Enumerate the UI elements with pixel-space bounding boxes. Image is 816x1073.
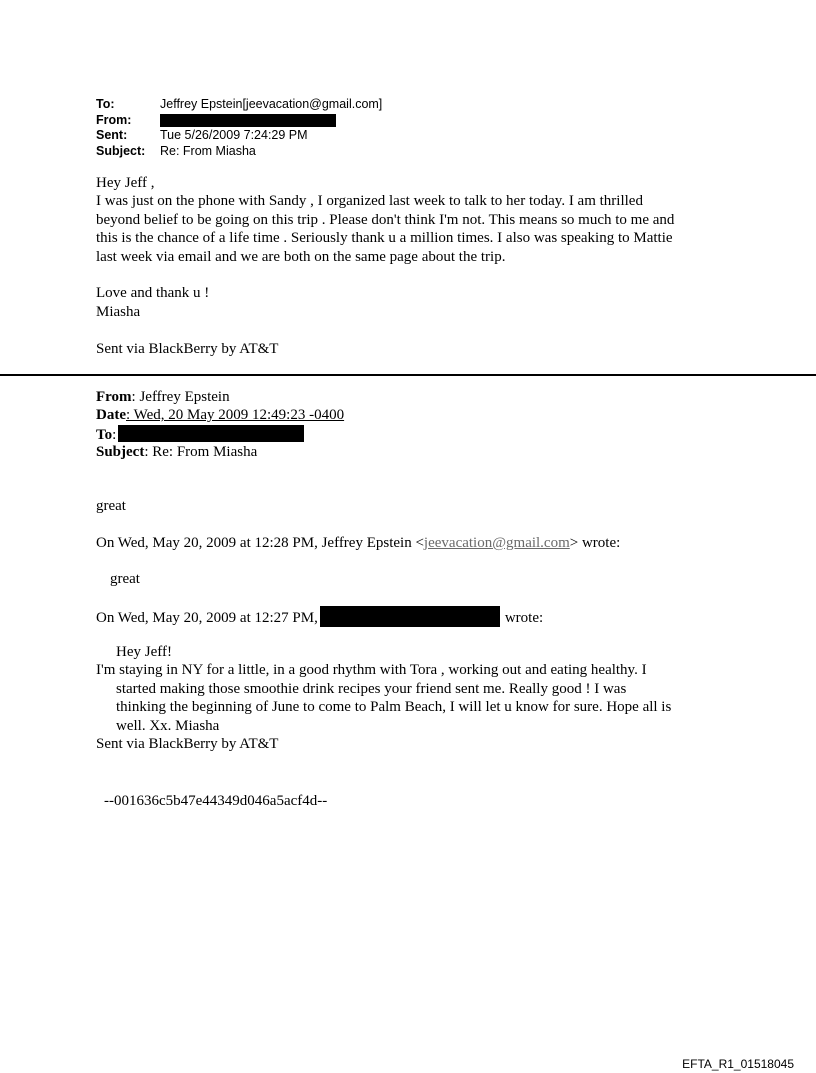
body-line: I was just on the phone with Sandy , I organized last week to talk to her today. I am thrilled — [96, 193, 643, 210]
body-signature: Miasha — [96, 303, 141, 320]
body-sent-via: Sent via BlackBerry by AT&T — [96, 340, 279, 357]
reply-great-1: great — [96, 498, 126, 514]
body-line: this is the chance of a life time . Seriously thank u a million times. I also was speaking to Mattie — [96, 230, 673, 247]
quote1-suffix: > wrote: — [569, 535, 621, 551]
quote2-prefix: On Wed, May 20, 2009 at 12:27 PM, — [96, 610, 318, 626]
inner-line: well. Xx. Miasha — [116, 717, 220, 734]
email-link[interactable]: jeevacation@gmail.com — [423, 535, 570, 551]
fwd-to-row — [96, 425, 344, 443]
header-subject-row — [96, 144, 382, 160]
fwd-subject-value: : Re: From Miasha — [144, 444, 258, 461]
header-to-label: To: — [96, 97, 115, 111]
header-subject-label: Subject: — [96, 143, 146, 158]
header-subject-value: Re: From Miasha — [160, 143, 256, 158]
body-greeting: Hey Jeff , — [96, 175, 155, 191]
quote1-prefix: On Wed, May 20, 2009 at 12:28 PM, Jeffrey Epstein < — [96, 535, 424, 551]
body-line: last week via email and we are both on the same page about the trip. — [96, 248, 506, 265]
fwd-subject-label: Subject — [96, 444, 145, 461]
inner-greeting: Hey Jeff! — [116, 644, 172, 660]
header-from-label: From: — [96, 112, 132, 127]
fwd-date-row — [96, 406, 344, 424]
inner-line: thinking the beginning of June to come to Palm Beach, I will let u know for sure. Hope all is — [116, 699, 672, 716]
quote-attribution-1 — [96, 534, 620, 552]
message-body — [96, 174, 674, 358]
fwd-subject-row — [96, 443, 344, 461]
message-divider — [0, 374, 816, 376]
header-to-value: Jeffrey Epstein[jeevacation@gmail.com] — [160, 97, 383, 111]
inner-sent-via: Sent via BlackBerry by AT&T — [96, 736, 279, 753]
header-to-row — [96, 97, 382, 113]
header-sent-row — [96, 128, 382, 144]
document-id: EFTA_R1_01518045 — [682, 1057, 794, 1071]
fwd-to-colon: : — [112, 426, 117, 443]
header-from-row — [96, 113, 382, 129]
inner-line: I'm staying in NY for a little, in a good rhythm with Tora , working out and eating healthy. I — [96, 662, 647, 679]
fwd-from-row — [96, 388, 344, 406]
fwd-date-label: Date — [96, 407, 126, 424]
email-header — [96, 97, 382, 159]
fwd-from-value: : Jeffrey Epstein — [131, 389, 230, 405]
inner-message — [96, 643, 671, 753]
fwd-to-label: To — [96, 426, 113, 443]
redaction-box — [320, 606, 500, 627]
fwd-from-label: From — [96, 389, 132, 405]
quote-attribution-2 — [96, 606, 543, 627]
header-sent-value: Tue 5/26/2009 7:24:29 PM — [160, 128, 308, 142]
mime-boundary: --001636c5b47e44349d046a5acf4d-- — [104, 793, 328, 809]
body-line: beyond belief to be going on this trip . Please don't think I'm not. This means so much to me and — [96, 211, 675, 228]
redaction-box — [160, 114, 336, 127]
inner-line: started making those smoothie drink recipes your friend sent me. Really good ! I was — [116, 680, 627, 697]
reply-great-2: great — [110, 571, 140, 587]
redaction-box — [118, 425, 304, 442]
body-closing: Love and thank u ! — [96, 285, 210, 302]
forwarded-header — [96, 388, 344, 462]
quote2-suffix: wrote: — [504, 610, 544, 626]
header-sent-label: Sent: — [96, 128, 128, 142]
fwd-date-value: : Wed, 20 May 2009 12:49:23 -0400 — [126, 407, 345, 424]
